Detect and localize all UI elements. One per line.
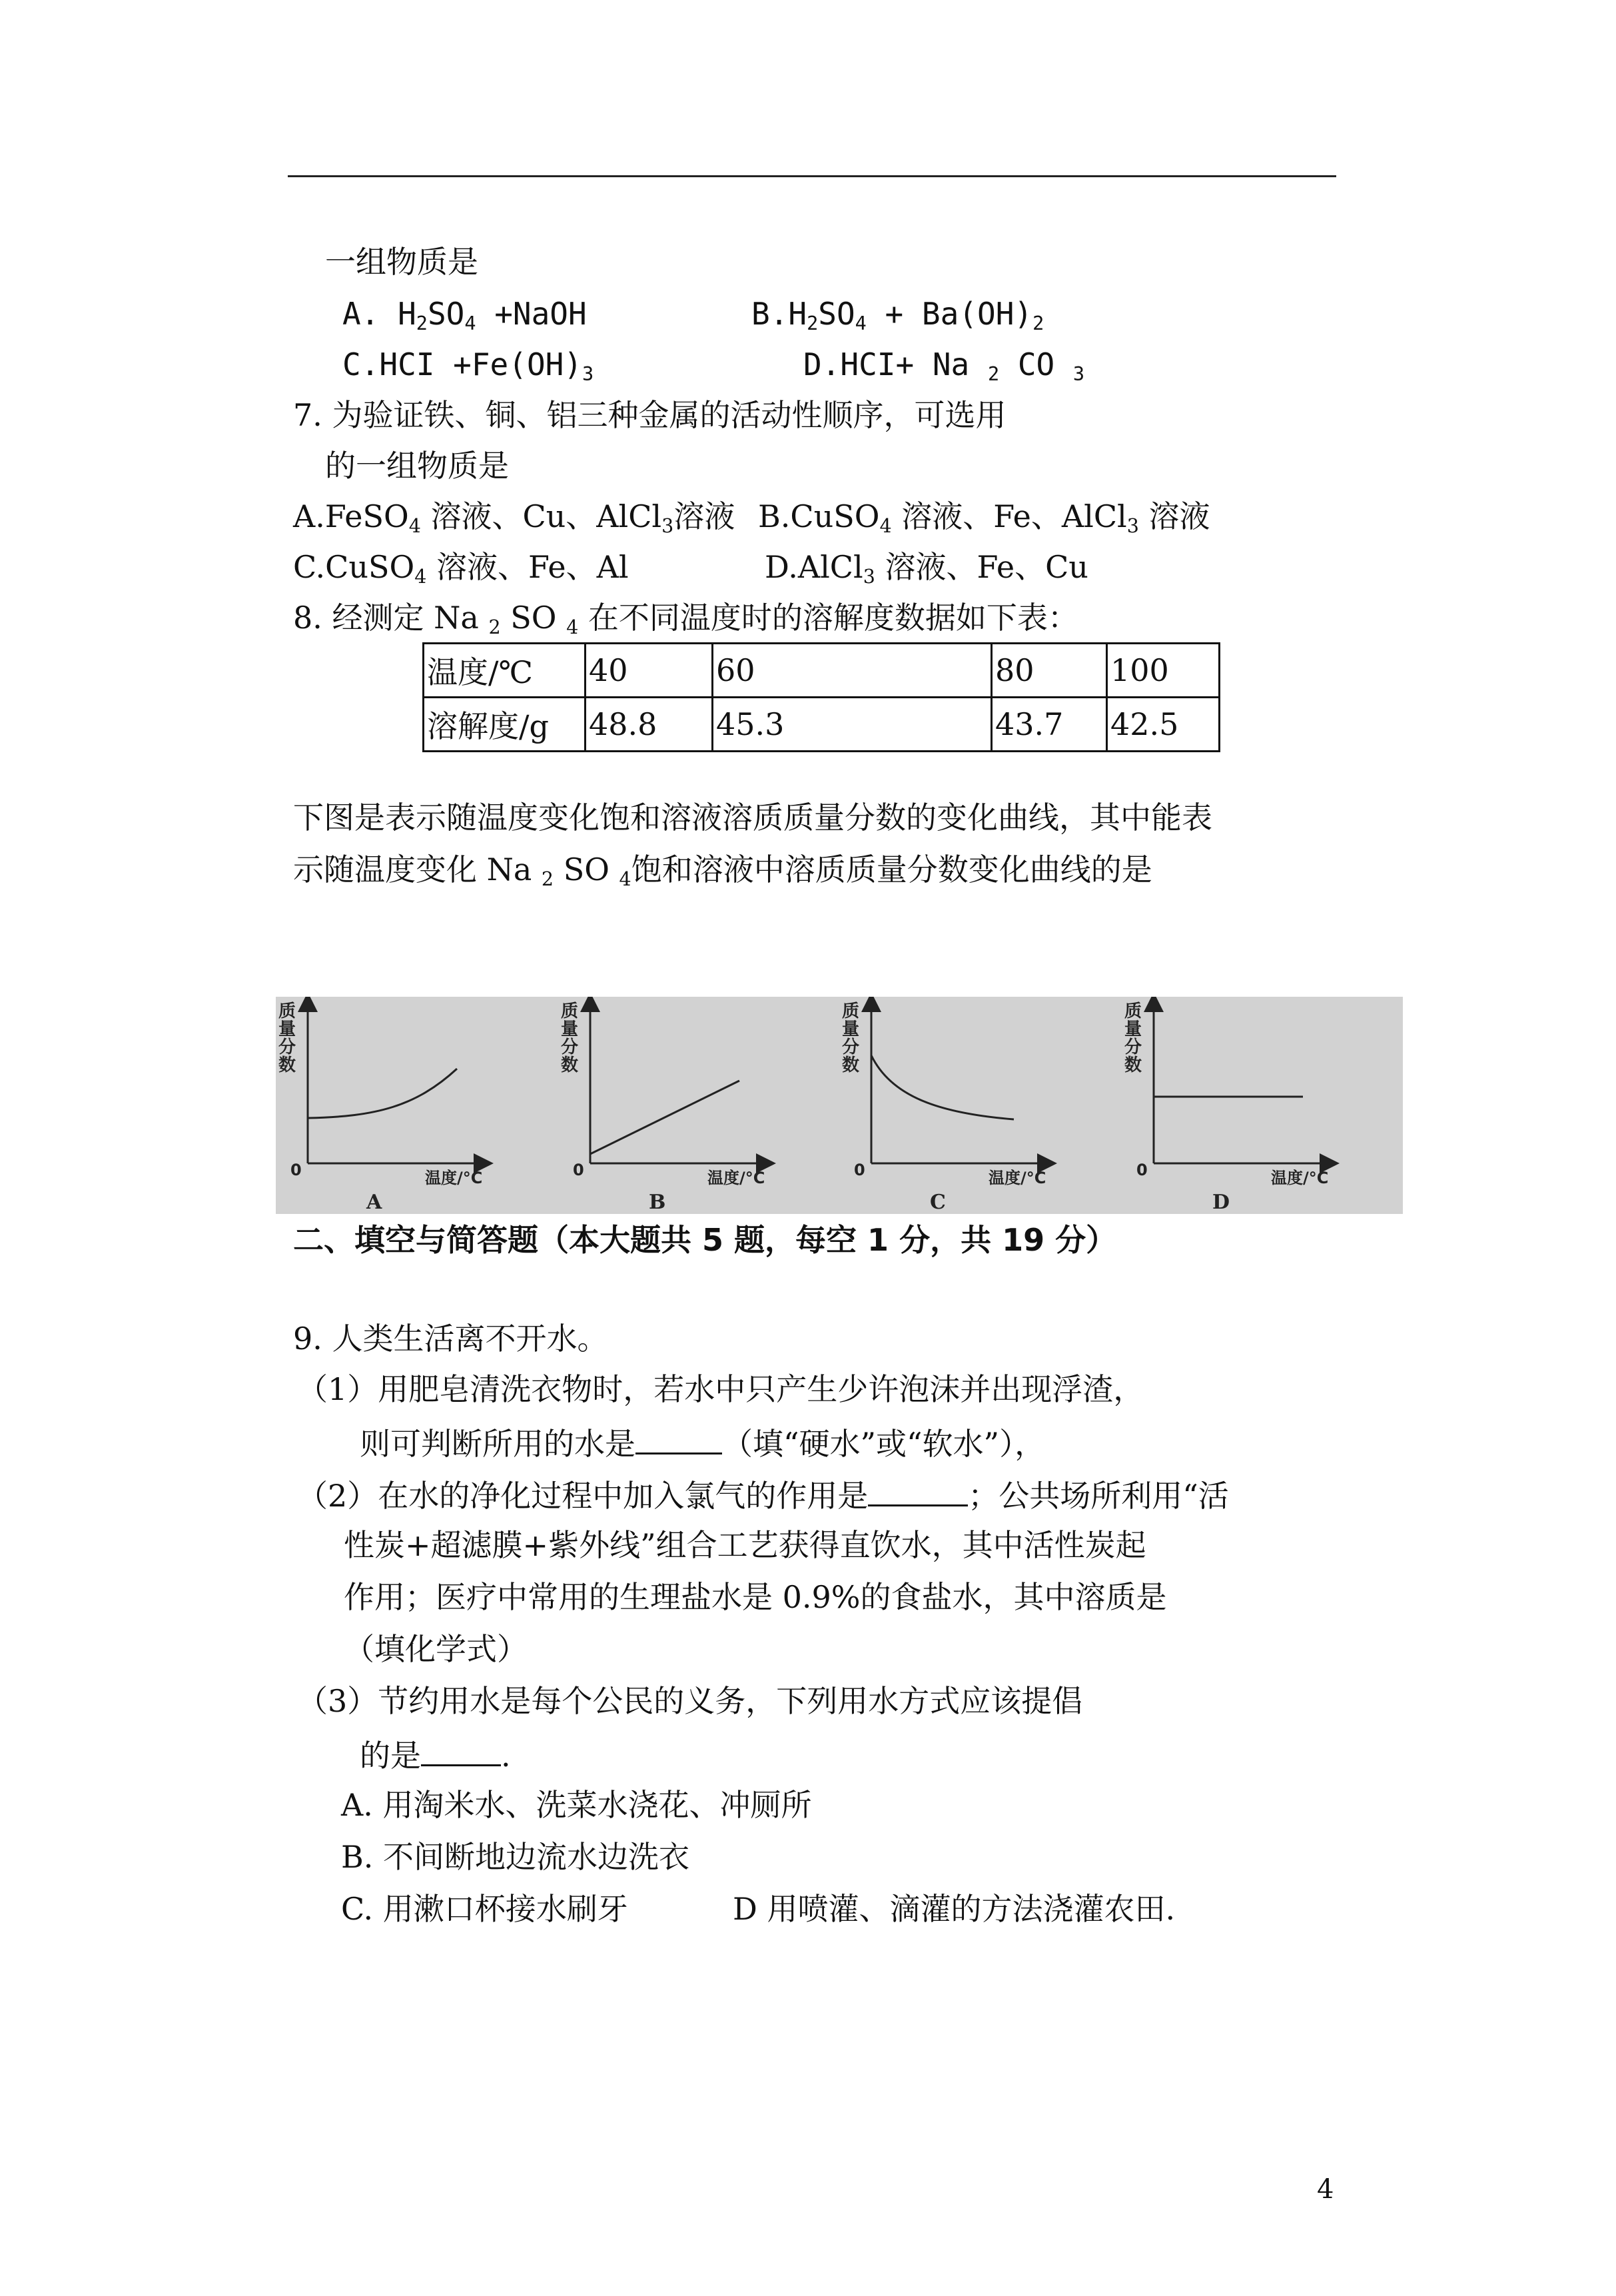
graph-panel (842, 1001, 1047, 1214)
q8-after-line1: 下图是表示随温度变化饱和溶液溶质质量分数的变化曲线，其中能表 (293, 800, 1212, 836)
q7-option-b: B.CuSO$_4$ 溶液、Fe、AlCl$_3$ 溶液 (758, 498, 1210, 537)
table-cell: 43.7 (992, 698, 1107, 752)
y-axis-label-char: 量 (842, 1019, 860, 1039)
x-axis-label: 温度/°C (1271, 1169, 1329, 1187)
q9-stem: 9. 人类生活离不开水。 (293, 1321, 608, 1357)
y-axis-label-char: 分 (561, 1037, 579, 1057)
q7-line2: 的一组物质是 (325, 448, 509, 484)
q7-option-d: D.AlCl$_3$ 溶液、Fe、Cu (765, 549, 1088, 588)
graph-panel (278, 1001, 484, 1214)
answer-blank[interactable] (421, 1738, 501, 1766)
q9-option-a: A. 用淘米水、洗菜水浇花、冲厕所 (341, 1787, 812, 1823)
q9-option-c: C. 用漱口杯接水刷牙 (341, 1891, 628, 1927)
q9-part3-line2: 的是 . (360, 1738, 511, 1774)
origin-label: 0 (854, 1161, 865, 1179)
q7-option-c: C.CuSO$_4$ 溶液、Fe、Al (293, 549, 629, 588)
q9-option-d: D 用喷灌、滴灌的方法浇灌农田. (733, 1891, 1176, 1927)
table-row (424, 644, 1220, 698)
curve (590, 1081, 739, 1154)
q9-part1-line1: （1）用肥皂清洗衣物时，若水中只产生少许泡沫并出现浮渣， (297, 1371, 1144, 1407)
answer-blank[interactable] (635, 1426, 722, 1454)
q8-after-line2: 示随温度变化 Na 2 SO 4饱和溶液中溶质质量分数变化曲线的是 (293, 852, 1152, 890)
solubility-table (422, 642, 1220, 752)
panel-label: B (649, 1191, 666, 1214)
y-axis-label-char: 质 (561, 1001, 579, 1021)
table-cell: 45.3 (713, 698, 992, 752)
q6-option-b: $B.H_2SO_4 + Ba(OH)_2$ (751, 296, 1044, 334)
q8-graph-strip (276, 997, 1403, 1214)
table-cell: 温度/℃ (424, 644, 586, 698)
y-axis-label-char: 量 (561, 1019, 579, 1039)
x-axis-label: 温度/°C (425, 1169, 483, 1187)
q6-option-c: $C.HCI +Fe(OH)_3$ (342, 346, 594, 385)
q6-stem: 一组物质是 (325, 244, 478, 280)
q9-part1-line2: 则可判断所用的水是 （填“硬水”或“软水”）， (360, 1426, 1046, 1462)
y-axis-label-char: 分 (842, 1037, 860, 1057)
q9-part2-line3: 作用；医疗中常用的生理盐水是 0.9%的食盐水，其中溶质是 (344, 1579, 1167, 1615)
table-cell: 48.8 (586, 698, 713, 752)
x-axis-label: 温度/°C (989, 1169, 1046, 1187)
y-axis-label-char: 分 (278, 1037, 296, 1057)
x-axis-label: 温度/°C (707, 1169, 765, 1187)
table-cell: 溶解度/g (424, 698, 586, 752)
q9-part2-line1: （2）在水的净化过程中加入氯气的作用是 ；公共场所利用“活 (297, 1478, 1229, 1514)
q8-graphs-svg (276, 997, 1403, 1214)
q9-part2-line2: 性炭+超滤膜+紫外线”组合工艺获得直饮水，其中活性炭起 (344, 1527, 1146, 1563)
q6-option-d: D.HCI+ Na 2 CO 3 (803, 346, 1085, 385)
panel-label: D (1212, 1191, 1230, 1214)
y-axis-label-char: 质 (278, 1001, 296, 1021)
table-cell: 60 (713, 644, 992, 698)
q7-line1: 7. 为验证铁、铜、铝三种金属的活动性顺序，可选用 (293, 397, 1007, 433)
y-axis-label-char: 数 (1124, 1055, 1142, 1075)
curve (308, 1069, 457, 1118)
y-axis-label-char: 数 (842, 1055, 860, 1075)
q9-part2-line4: （填化学式） (344, 1631, 528, 1667)
q9-part3-line1: （3）节约用水是每个公民的义务，下列用水方式应该提倡 (297, 1683, 1083, 1719)
y-axis-label-char: 质 (1124, 1001, 1142, 1021)
q9-option-b: B. 不间断地边流水边洗衣 (341, 1839, 690, 1875)
q6-option-a: A. $H_2SO_4$ +NaOH (342, 296, 587, 334)
page-number: 4 (1317, 2174, 1334, 2205)
origin-label: 0 (1136, 1161, 1148, 1179)
table-row (424, 698, 1220, 752)
header-rule (288, 175, 1336, 177)
table-cell: 80 (992, 644, 1107, 698)
answer-blank[interactable] (868, 1478, 968, 1506)
curve (871, 1055, 1014, 1119)
origin-label: 0 (290, 1161, 302, 1179)
section-2-title: 二、填空与简答题（本大题共 5 题，每空 1 分，共 19 分） (293, 1222, 1117, 1258)
panel-label: C (930, 1191, 946, 1214)
y-axis-label-char: 量 (1124, 1019, 1142, 1039)
table-cell: 100 (1107, 644, 1220, 698)
y-axis-label-char: 量 (278, 1019, 296, 1039)
q7-option-a: A.FeSO$_4$ 溶液、Cu、AlCl$_3$溶液 (293, 498, 735, 537)
graph-panel (561, 1001, 766, 1214)
y-axis-label-char: 分 (1124, 1037, 1142, 1057)
panel-label: A (366, 1191, 382, 1214)
graph-panel (1124, 1001, 1330, 1214)
table-cell: 42.5 (1107, 698, 1220, 752)
origin-label: 0 (573, 1161, 584, 1179)
table-cell: 40 (586, 644, 713, 698)
y-axis-label-char: 数 (561, 1055, 579, 1075)
q8-stem: 8. 经测定 Na 2 SO 4 在不同温度时的溶解度数据如下表： (293, 600, 1078, 638)
y-axis-label-char: 质 (842, 1001, 860, 1021)
y-axis-label-char: 数 (278, 1055, 296, 1075)
